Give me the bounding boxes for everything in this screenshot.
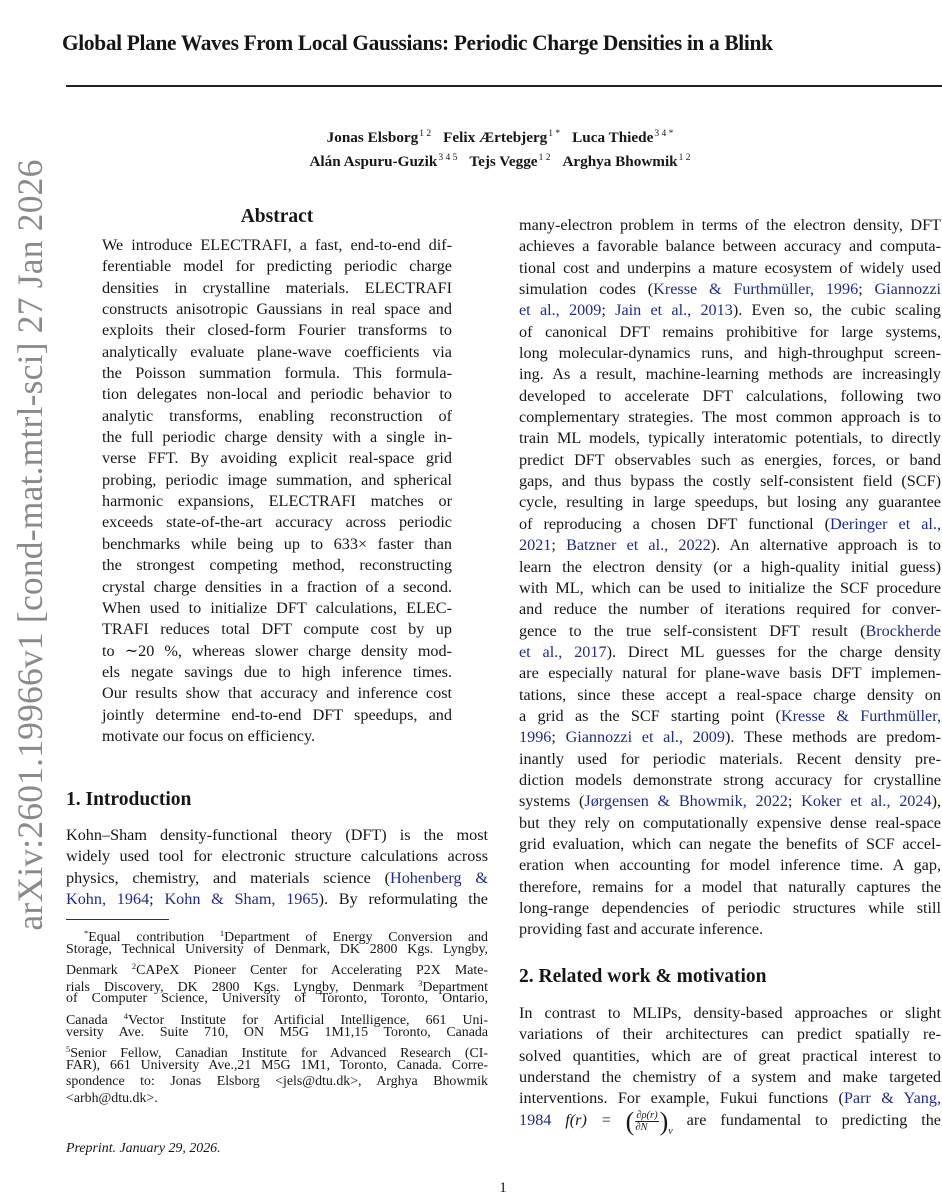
- author-line-1: [0, 124, 942, 148]
- text-line: simulation codes (Kresse & Furthmüller, 1996; Giannozzi: [519, 280, 942, 299]
- text-line: FAR), 661 University Ave.,21 M5G 1M1, Toronto, Canada. Corre-: [66, 1057, 488, 1073]
- text-line: the strongest competing method, reconstructing: [102, 556, 452, 575]
- citation-link[interactable]: 1996: [519, 728, 552, 747]
- text-line: long molecular-dynamics runs, and high-throughput screen-: [519, 344, 941, 363]
- text-line: gence to the true self-consistent DFT result (Brockherde: [519, 621, 941, 640]
- text-line: Kohn, 1964; Kohn & Sham, 1965). By reformulating the: [66, 890, 488, 909]
- text-line: physics, chemistry, and materials science (Hohenberg &: [66, 868, 488, 887]
- text-line: When used to initialize DFT calculations, ELEC-: [102, 598, 452, 617]
- text-line: TRAFI reduces total DFT compute cost by up: [102, 620, 452, 639]
- text-line: tional cost and underpins a mature ecosystem of widely used: [519, 258, 941, 277]
- text-line: exceeds state-of-the-art accuracy across periodic: [102, 513, 452, 532]
- citation-link[interactable]: Jain et al., 2013: [615, 301, 733, 320]
- text-line: cycle, resulting in large speedups, but losing any guarantee: [519, 493, 941, 512]
- text-line: inantly used for periodic materials. Recent density pre-: [519, 749, 941, 768]
- text-line: variations of their architectures can predict spatially re-: [519, 1025, 941, 1044]
- footnote-rule: [66, 919, 169, 920]
- related-work-body: [519, 1003, 941, 1136]
- text-line: $^5$Senior Fellow, Canadian Institute for Advanced Research (CI-: [66, 1044, 488, 1062]
- text-line: the Poisson summation formula. This formula-: [102, 364, 452, 383]
- footnote-marker: 4: [123, 1010, 128, 1021]
- text-line: systems (Jørgensen & Bhowmik, 2022; Koker et al., 2024),: [519, 792, 942, 811]
- citation-link[interactable]: Giannozzi: [874, 280, 942, 299]
- text-line: Canada $^4$Vector Institute for Artificial Intelligence, 661 Uni-: [66, 1010, 488, 1028]
- text-line: the full periodic charge density with a single in-: [102, 428, 452, 447]
- text-line: analytically evaluate plane-wave coefficients via: [102, 342, 452, 361]
- text-line: et al., 2017). Direct ML guesses for the charge density: [519, 642, 941, 661]
- text-line: diction models demonstrate strong accuracy for crystalline: [519, 770, 941, 789]
- text-line: train ML models, typically interatomic potentials, to directly: [519, 429, 941, 448]
- text-line: <arbh@dtu.dk>.: [66, 1090, 158, 1106]
- text-line: tations, since these accept a real-space charge density on: [519, 685, 941, 704]
- page-number: 1: [499, 1180, 507, 1196]
- footnote-marker: 2: [131, 961, 137, 972]
- text-line: eration when accounting for model inference time. A gap,: [519, 856, 941, 875]
- citation-link[interactable]: Parr & Yang,: [843, 1089, 941, 1108]
- text-line: interventions. For example, Fukui functions (Parr & Yang,: [519, 1089, 941, 1108]
- text-line: rials Discovery, DK 2800 Kgs. Lyngby, Denmark $^3$Department: [66, 977, 488, 995]
- footnote-marker: *: [84, 928, 89, 938]
- text-line: a grid as the SCF starting point (Kresse & Furthmüller,: [519, 706, 942, 725]
- text-line: of reproducing a chosen DFT functional (Deringer et al.,: [519, 514, 941, 533]
- text-line: therefore, remains for a model that naturally captures the: [519, 877, 941, 896]
- text-line: ing. As a result, machine-learning methods are increasingly: [519, 365, 941, 384]
- text-line: *Equal contribution $^1$Department of Energy Conversion and: [84, 928, 488, 945]
- citation-link[interactable]: Jørgensen & Bhowmik, 2022: [584, 792, 788, 811]
- text-line: solved quantities, which are of great practical interest to: [519, 1046, 941, 1065]
- text-line: Our results show that accuracy and inference cost: [102, 684, 452, 703]
- citation-link[interactable]: Kohn, 1964: [66, 890, 150, 909]
- partial-derivative-fraction: $\frac{\partial\rho(r)}{\partial N}$: [635, 1109, 658, 1133]
- section-heading-related-work: 2. Related work & motivation: [519, 966, 767, 987]
- text-line: crystal charge densities in a fraction of a second.: [102, 577, 452, 596]
- text-line: analytic transforms, enabling reconstruction of: [102, 406, 452, 425]
- text-line: long-range dependencies of periodic structures while still: [519, 899, 941, 917]
- formula-tail-text: are fundamental to predicting the: [686, 1110, 941, 1129]
- citation-link[interactable]: Kresse & Furthmüller, 1996: [653, 280, 859, 299]
- author-name: Tejs Vegge$^{1 2}$: [469, 153, 551, 170]
- paper-title: Global Plane Waves From Local Gaussians: Periodic Charge Densities in a Blink: [62, 30, 773, 55]
- text-line: motivate our focus on efficiency.: [102, 726, 316, 745]
- footnote-marker: 1: [219, 928, 225, 938]
- left-paren: (: [625, 1106, 635, 1136]
- citation-link[interactable]: Kohn & Sham, 1965: [164, 890, 319, 909]
- footnote-marker: 3: [418, 977, 423, 988]
- section-heading-introduction: 1. Introduction: [66, 789, 192, 810]
- text-line: spondence to: Jonas Elsborg <jels@dtu.dk>, Arghya Bhowmik: [66, 1074, 488, 1090]
- text-line: densities in crystalline materials. ELECTRAFI: [102, 278, 452, 297]
- author-affiliation-marks: 1 *: [548, 129, 561, 139]
- text-line: understand the chemistry of a system and make targeted: [519, 1068, 941, 1087]
- text-line: of Computer Science, University of Toronto, Toronto, Ontario,: [66, 991, 488, 1007]
- citation-link[interactable]: Koker et al., 2024: [801, 792, 932, 811]
- text-line: verse FFT. By avoiding explicit real-space grid: [102, 449, 452, 468]
- text-line: widely used tool for electronic structure calculations across: [66, 847, 488, 866]
- citation-link[interactable]: Giannozzi et al., 2009: [565, 728, 725, 747]
- title-rule: [66, 85, 942, 87]
- footnote-marker: 5: [66, 1044, 71, 1055]
- text-line: 1996; Giannozzi et al., 2009). These methods are predom-: [519, 728, 942, 747]
- text-line: et al., 2009; Jain et al., 2013). Even so, the cubic scaling: [519, 301, 941, 320]
- author-name: Luca Thiede$^{3 4 *}$: [572, 129, 674, 146]
- text-line: constructs anisotropic Gaussians in real space and: [102, 300, 452, 319]
- text-line: exploits their closed-form Fourier transforms to: [102, 321, 452, 340]
- citation-link[interactable]: Hohenberg &: [390, 868, 488, 887]
- author-name: Jonas Elsborg$^{1 2}$: [326, 129, 432, 146]
- abstract-heading: Abstract: [240, 206, 314, 227]
- text-line: ferentiable model for predicting periodic charge: [102, 257, 452, 276]
- author-name: Alán Aspuru-Guzik$^{3 4 5}$: [309, 153, 458, 170]
- text-line: grid evaluation, which can negate the benefits of SCF accel-: [519, 834, 941, 853]
- author-line-2: [0, 148, 942, 172]
- citation-link[interactable]: Kresse & Furthmüller,: [780, 706, 942, 725]
- text-line: providing fast and accurate inference.: [519, 920, 764, 939]
- fukui-function-formula: f(r) =: [565, 1110, 626, 1129]
- text-line: We introduce ELECTRAFI, a fast, end-to-end dif-: [102, 236, 452, 254]
- citation-link[interactable]: 2021: [519, 536, 552, 555]
- citation-link[interactable]: Batzner et al., 2022: [566, 536, 711, 555]
- formula-line: 1984 f(r) = ( $\frac{\partial\rho(r)}{\partial N}$ )$_v$ are fundamental to predicting the: [519, 1106, 941, 1137]
- author-affiliation-marks: 3 4 5: [438, 153, 458, 163]
- text-line: benchmarks while being up to 633× faster than: [102, 534, 452, 553]
- author-name: Felix Ærtebjerg$^{1 *}$: [443, 129, 561, 146]
- text-line: to ∼20 %, whereas slower charge density mod-: [102, 641, 452, 660]
- author-list: [0, 124, 942, 172]
- right-paren: ): [659, 1106, 669, 1136]
- author-affiliation-marks: 1 2: [419, 129, 432, 139]
- text-line: versity Ave. Suite 710, ON M5G 1M1,15 Toronto, Canada: [66, 1024, 488, 1040]
- text-line: harmonic expansions, ELECTRAFI matches or: [102, 492, 452, 511]
- text-line: Denmark $^2$CAPeX Pioneer Center for Accelerating P2X Mate-: [66, 961, 489, 979]
- text-line: complementary strategies. The most common approach is to: [519, 408, 941, 427]
- text-line: but they rely on computationally expensive dense real-space: [519, 813, 941, 832]
- text-line: jointly determine end-to-end DFT speedups, and: [102, 705, 452, 724]
- text-line: els negate savings due to high inference times.: [102, 662, 452, 681]
- text-line: are especially natural for plane-wave basis DFT implemen-: [519, 664, 941, 683]
- citation-link[interactable]: Brockherde: [865, 621, 941, 640]
- text-line: developed to accelerate DFT calculations, following two: [519, 386, 941, 405]
- author-name: Arghya Bhowmik$^{1 2}$: [562, 153, 691, 170]
- text-line: predict DFT observables such as energies, forces, or band: [519, 450, 941, 469]
- footnotes: [66, 925, 488, 1108]
- abstract-body: [102, 235, 452, 747]
- preprint-note: Preprint. January 29, 2026.: [66, 1141, 221, 1156]
- arxiv-identifier: arXiv:2601.19966v1 [cond-mat.mtrl-sci] 27 Jan 2026: [10, 159, 50, 931]
- text-line: Storage, Technical University of Denmark, DK 2800 Kgs. Lyngby,: [66, 941, 488, 957]
- text-line: of canonical DFT remains prohibitive for large systems,: [519, 322, 941, 341]
- citation-link[interactable]: et al., 2009: [519, 301, 602, 320]
- text-line: many-electron problem in terms of the electron density, DFT: [519, 216, 941, 234]
- author-affiliation-marks: 1 2: [538, 153, 551, 163]
- text-line: with ML, which can be used to initialize the SCF procedure: [519, 578, 941, 597]
- text-line: probing, periodic image summation, and spherical: [102, 470, 452, 489]
- text-line: tion delegates non-local and periodic behavior to: [102, 385, 452, 404]
- text-line: learn the electron density (or a high-quality initial guess): [519, 557, 941, 576]
- citation-link[interactable]: 1984: [519, 1110, 552, 1129]
- text-line: In contrast to MLIPs, density-based approaches or slight: [519, 1004, 941, 1022]
- text-line: and reduce the number of iterations required for conver-: [519, 600, 941, 619]
- citation-link[interactable]: Deringer et al.,: [830, 514, 941, 533]
- text-line: achieves a favorable balance between accuracy and computa-: [519, 237, 941, 256]
- author-affiliation-marks: 1 2: [678, 153, 691, 163]
- text-line: Kohn–Sham density-functional theory (DFT) is the most: [66, 826, 488, 844]
- right-column-body: [519, 215, 941, 941]
- introduction-body: [66, 825, 488, 910]
- author-affiliation-marks: 3 4 *: [654, 129, 674, 139]
- citation-link[interactable]: et al., 2017: [519, 642, 607, 661]
- text-line: gaps, and thus bypass the costly self-consistent field (SCF): [519, 472, 941, 491]
- text-line: 2021; Batzner et al., 2022). An alternative approach is to: [519, 536, 942, 555]
